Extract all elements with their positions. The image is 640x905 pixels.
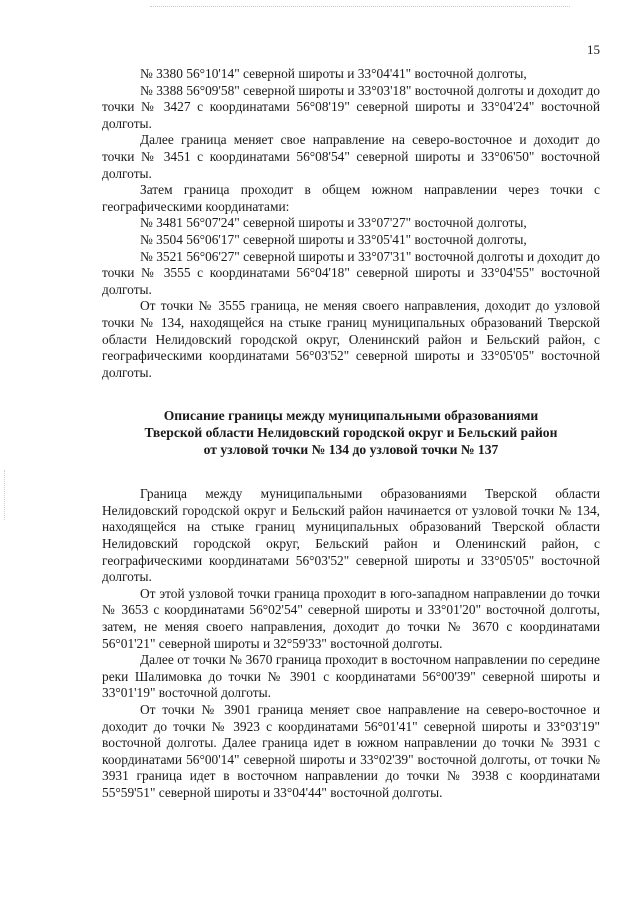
paragraph: № 3504 56°06'17" северной широты и 33°05'41" восточной долготы, <box>140 231 527 247</box>
document-body <box>102 66 600 802</box>
scan-artifact-left <box>4 470 6 520</box>
scan-artifact-top <box>150 6 570 8</box>
paragraph: От точки № 3555 граница, не меняя своего направления, доходит до узловой точки № 134, находящейся на стыке границ муниципальных образований Тверской области Нелидовский городской округ, Оленинский район и Бельский район, с географическими координатами 56°03'52" северной широты и 33°05'05" восточной долготы. <box>102 298 600 380</box>
paragraph: От этой узловой точки граница проходит в юго-западном направлении до точки № 3653 с координатами 56°02'54" северной широты и 33°01'20" восточной долготы, затем, не меняя своего направления, доходит до точки № 3670 с координатами 56°01'21" северной широты и 32°59'33" восточной долготы. <box>102 585 600 651</box>
paragraph: № 3380 56°10'14" северной широты и 33°04'41" восточной долготы, <box>140 66 527 81</box>
section-title-line: Описание границы между муниципальными образованиями <box>163 408 539 424</box>
paragraph: Далее от точки № 3670 граница проходит в восточном направлении по середине реки Шалимовка до точки № 3901 с координатами 56°00'39" северной широты и 33°01'19" восточной долготы. <box>102 652 600 701</box>
page-number: 15 <box>587 42 600 57</box>
paragraph: № 3521 56°06'27" северной широты и 33°07'31" восточной долготы и доходит до точки № 3555 с координатами 56°04'18" северной широты и 33°04'55" восточной долготы. <box>102 248 600 297</box>
paragraph: № 3481 56°07'24" северной широты и 33°07'27" восточной долготы, <box>140 215 527 231</box>
paragraph: Граница между муниципальными образованиями Тверской области Нелидовский городской округ и Бельский район начинается от узловой точки № 134, находящейся на стыке границ муниципальных образований Тверской области Нелидовский городской округ, Бельский район и Оленинский район, с географическими координатами 56°03'52" северной широты и 33°05'05" восточной долготы. <box>102 486 600 585</box>
paragraph: Затем граница проходит в общем южном направлении через точки с географическими координатами: <box>102 182 600 214</box>
section-title-line: Тверской области Нелидовский городской округ и Бельский район <box>144 425 558 441</box>
paragraph: От точки № 3901 граница меняет свое направление на северо-восточное и доходит до точки № 3923 с координатами 56°01'41" северной широты и 33°03'19" восточной долготы. Далее граница идет в южном направлении до точки № 3931 с координатами 56°00'14" северной широты и 33°02'39" восточной долготы, от точки № 3931 граница идет в восточном направлении до точки № 3938 с координатами 55°59'51" северной широты и 33°04'44" восточной долготы. <box>102 702 600 800</box>
section-title <box>102 407 600 458</box>
paragraph: № 3388 56°09'58" северной широты и 33°03'18" восточной долготы и доходит до точки № 3427 с координатами 56°08'19" северной широты и 33°04'24" восточной долготы. <box>102 82 600 131</box>
paragraph: Далее граница меняет свое направление на северо-восточное и доходит до точки № 3451 с координатами 56°08'54" северной широты и 33°06'50" восточной долготы. <box>102 132 600 181</box>
section-title-line: от узловой точки № 134 до узловой точки № 137 <box>203 442 499 458</box>
